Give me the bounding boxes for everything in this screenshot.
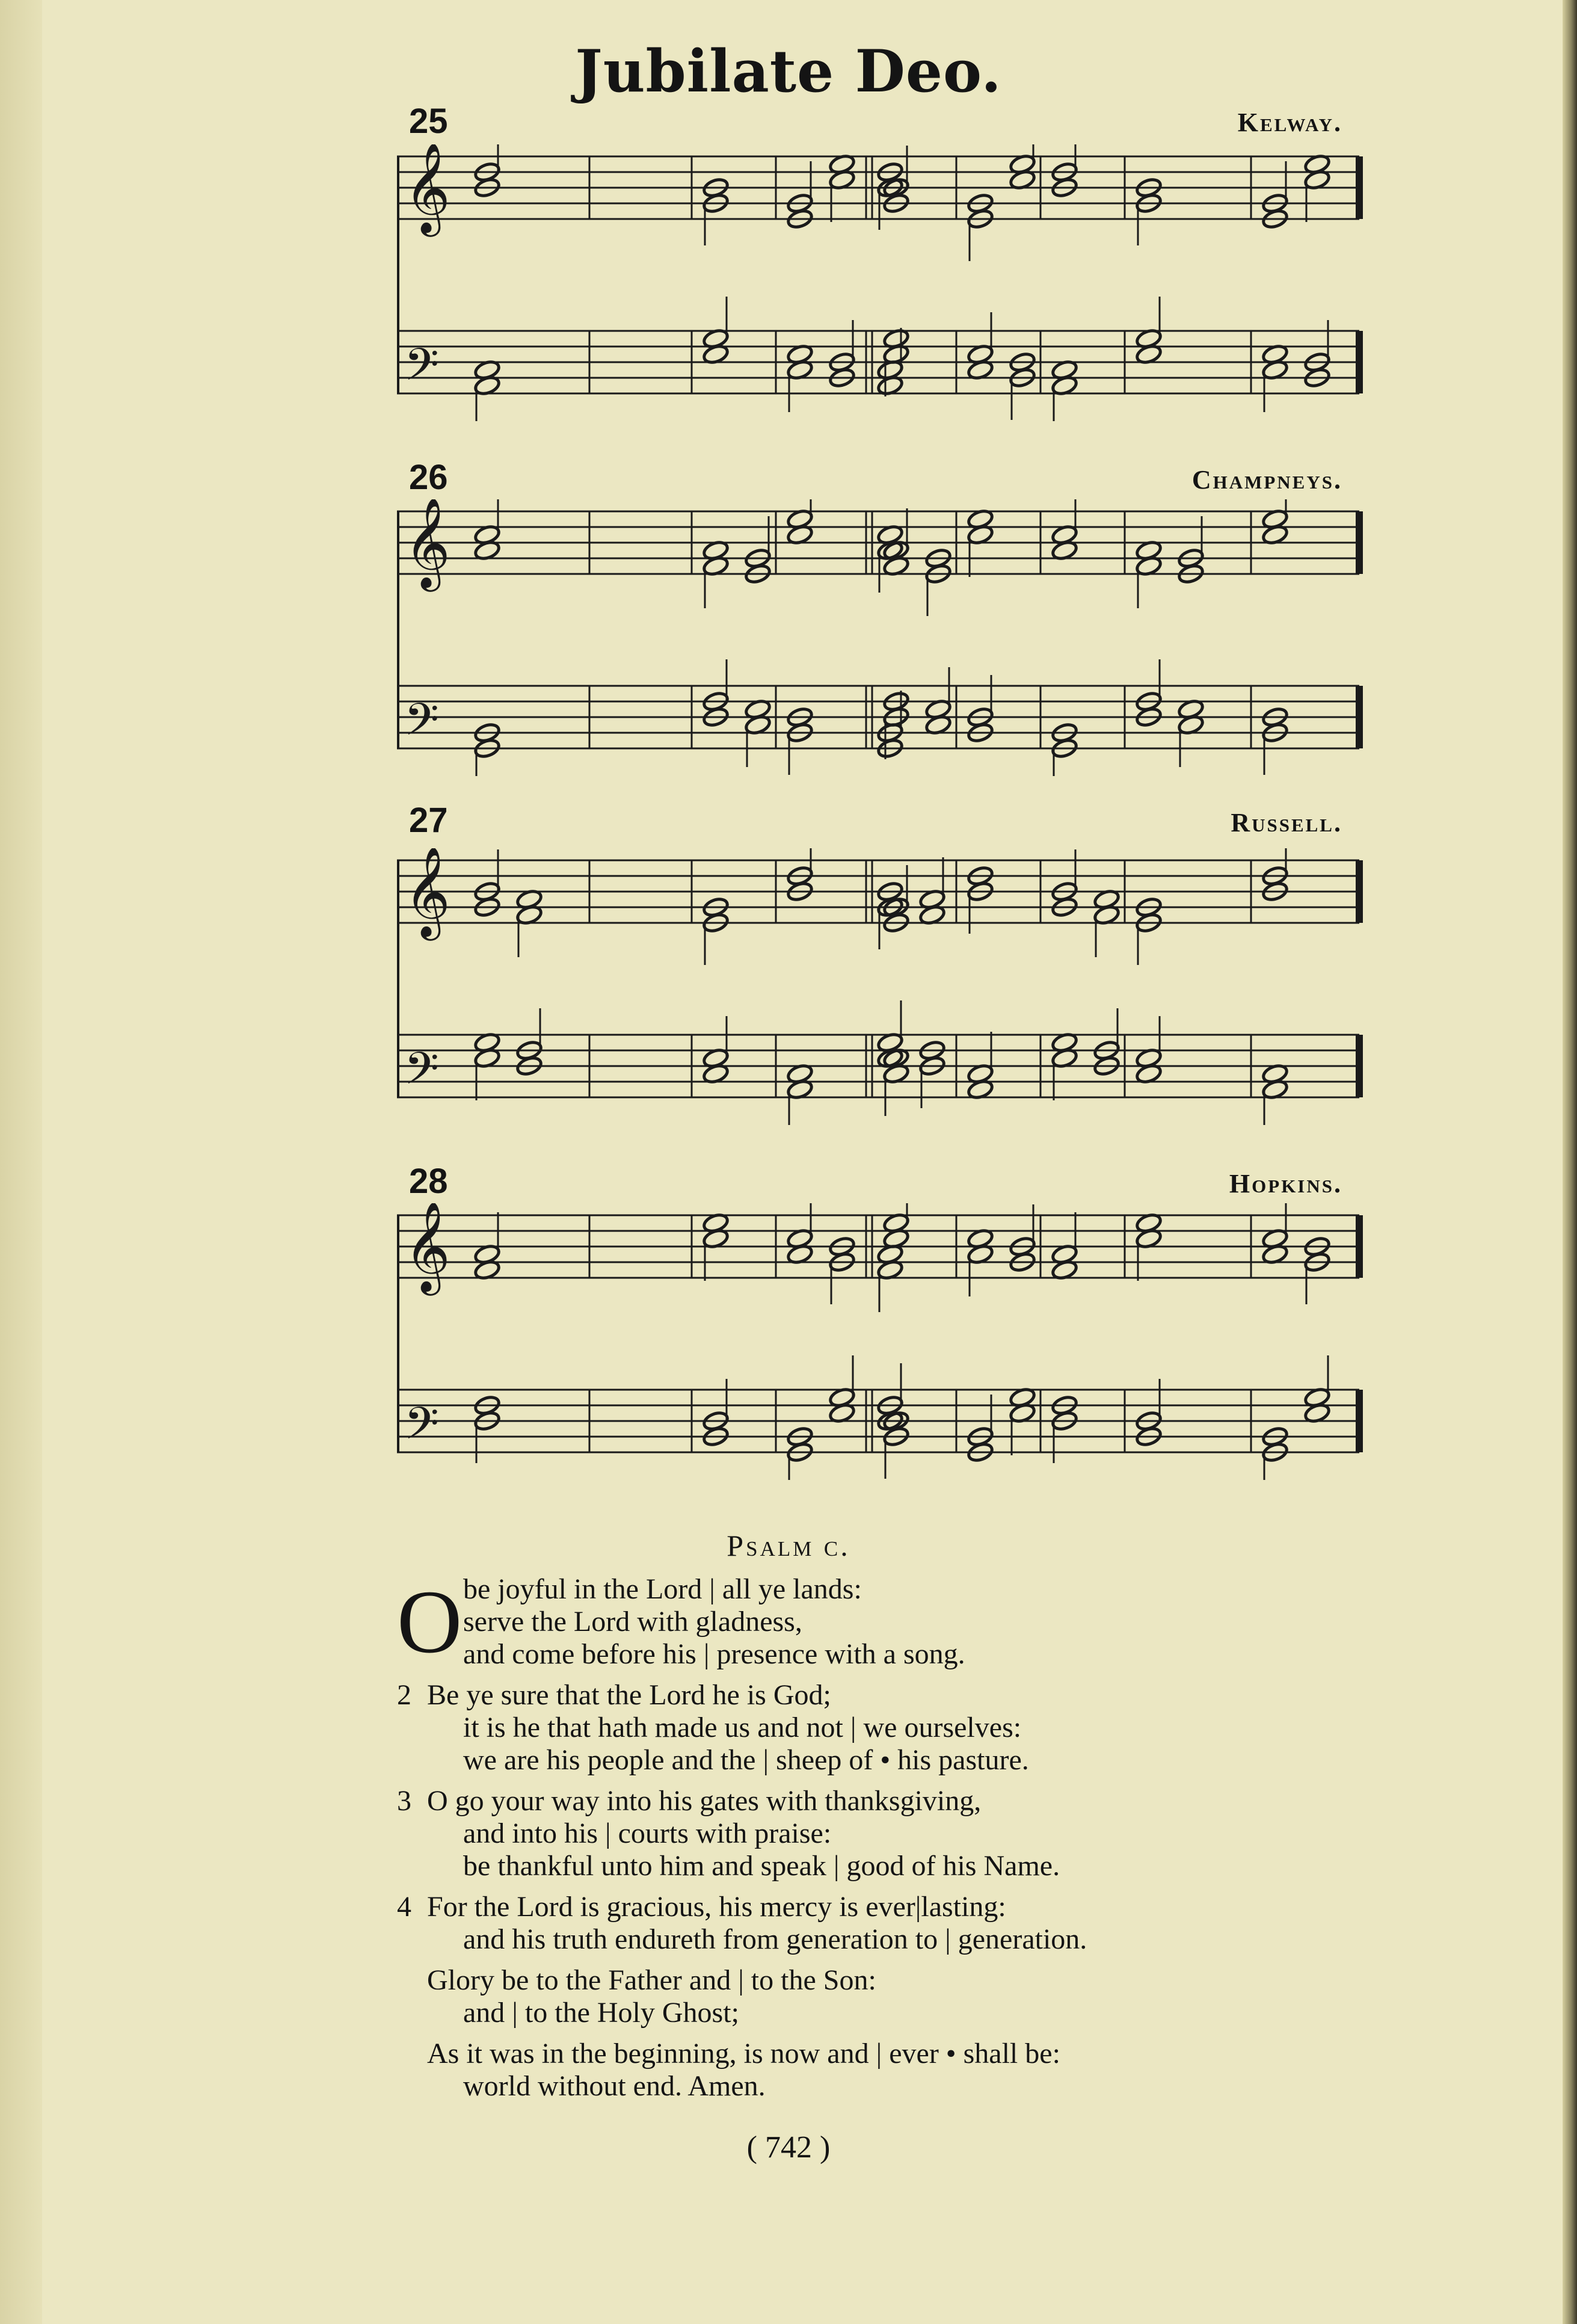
verse-1-line-1: be joyful in the Lord | all ye lands: — [463, 1573, 862, 1605]
tune-number-26: 26 — [409, 458, 448, 497]
treble-clef-icon: 𝄞 — [404, 499, 450, 588]
page-edge-shadow — [1563, 0, 1577, 2324]
verse-4-text-1: For the Lord is gracious, his mercy is ever|lasting: — [427, 1891, 1006, 1923]
score-tune-26 — [391, 499, 1371, 776]
verse-3-line-1 — [397, 1785, 1395, 1817]
verse-1-line-2: serve the Lord with gladness, — [463, 1606, 802, 1638]
verse-2-text-1: Be ye sure that the Lord he is God; — [427, 1679, 831, 1711]
bass-clef-icon: 𝄢 — [404, 1398, 439, 1461]
treble-clef-icon: 𝄞 — [404, 144, 450, 233]
tune-number-28: 28 — [409, 1162, 448, 1201]
verse-2-line-3: we are his people and the | sheep of • his pasture. — [463, 1744, 1029, 1776]
treble-clef-icon: 𝄞 — [404, 848, 450, 937]
bass-clef-icon: 𝄢 — [404, 1043, 439, 1106]
tune-number-27: 27 — [409, 801, 448, 840]
page-title: Jubilate Deo. — [575, 37, 1002, 105]
bass-clef-icon: 𝄢 — [404, 694, 439, 757]
psalm-heading: Psalm c. — [727, 1529, 850, 1562]
bass-clef-icon: 𝄢 — [404, 339, 439, 402]
tune-name-hopkins: Hopkins. — [1229, 1169, 1342, 1198]
gloria-line-2: and | to the Holy Ghost; — [463, 1997, 739, 2029]
verse-4-line-2: and his truth endureth from generation to | generation. — [463, 1923, 1087, 1955]
verse-4-line-1 — [397, 1891, 1395, 1923]
verse-2-line-1 — [397, 1679, 1395, 1712]
score-tune-25 — [391, 144, 1371, 421]
score-tune-28 — [391, 1203, 1371, 1480]
gloria-line-1: Glory be to the Father and | to the Son: — [427, 1964, 876, 1996]
gloria-line-3: As it was in the beginning, is now and | ever • shall be: — [427, 2038, 1060, 2070]
verse-2-line-2: it is he that hath made us and not | we ourselves: — [463, 1712, 1022, 1743]
psalm-text — [397, 1573, 1395, 2103]
verse-1-line-3: and come before his | presence with a song. — [463, 1638, 965, 1670]
treble-clef-icon: 𝄞 — [404, 1203, 450, 1292]
tune-name-russell: Russell. — [1231, 808, 1342, 837]
tune-number-25: 25 — [409, 102, 448, 141]
verse-3-line-3: be thankful unto him and speak | good of his Name. — [463, 1850, 1060, 1882]
score-tune-27 — [391, 848, 1371, 1125]
verse-3-number: 3 — [397, 1785, 411, 1817]
page-number: ( 742 ) — [746, 2130, 831, 2165]
tune-name-kelway: Kelway. — [1237, 108, 1342, 137]
verse-3-line-2: and into his | courts with praise: — [463, 1817, 832, 1849]
tune-name-champneys: Champneys. — [1191, 465, 1342, 495]
page-binding-shadow — [0, 0, 42, 2324]
verse-4-number: 4 — [397, 1891, 411, 1923]
drop-cap: O — [397, 1572, 463, 1672]
verse-2-number: 2 — [397, 1679, 411, 1711]
gloria-line-4: world without end. Amen. — [463, 2070, 766, 2102]
verse-3-text-1: O go your way into his gates with thanksgiving, — [427, 1785, 982, 1817]
